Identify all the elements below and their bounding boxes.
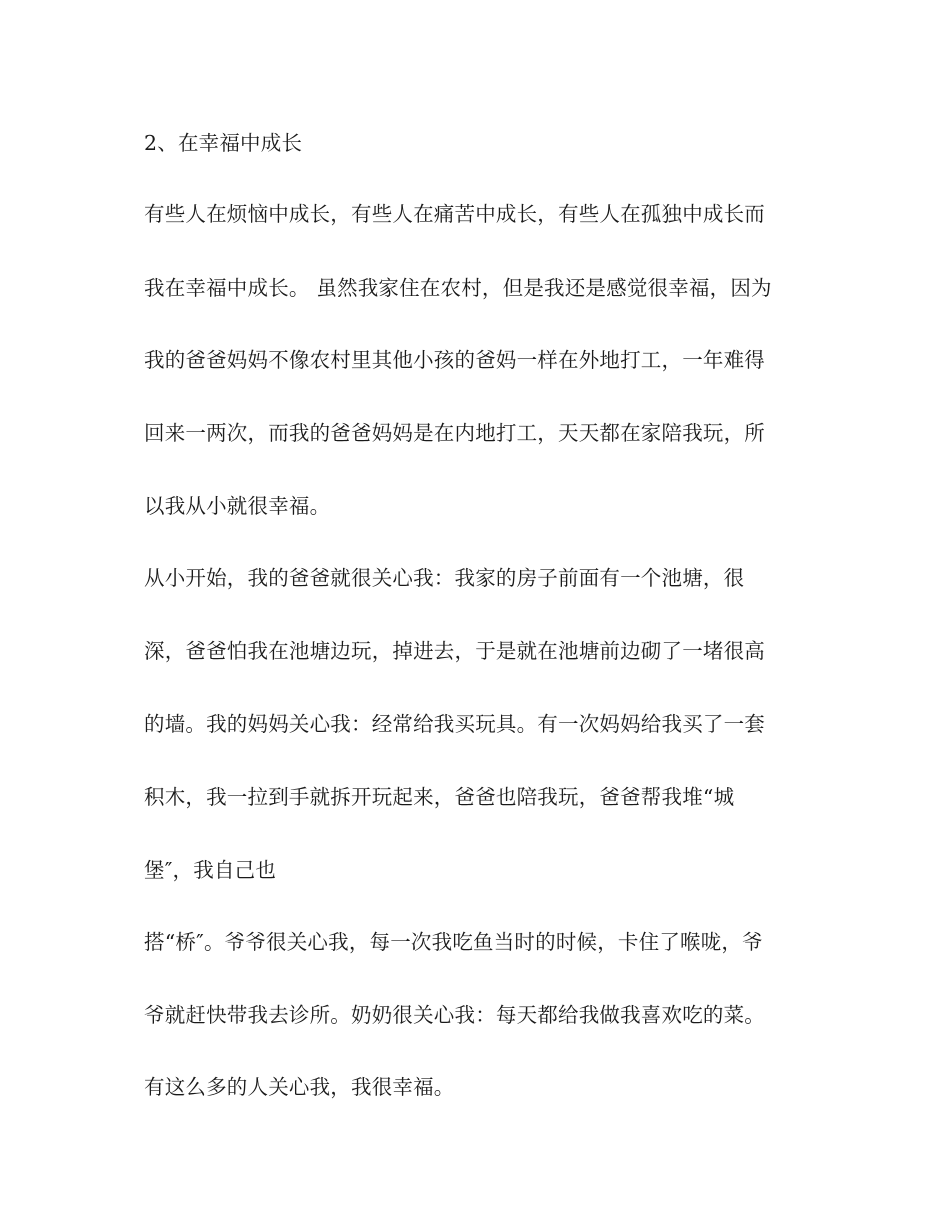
- text-line: 积木，我一拉到手就拆开玩起来，爸爸也陪我玩，爸爸帮我堆“城: [144, 785, 735, 809]
- text-line: 我的爸爸妈妈不像农村里其他小孩的爸妈一样在外地打工，一年难得: [144, 348, 765, 372]
- text-line: 爷就赶快带我去诊所。奶奶很关心我：每天都给我做我喜欢吃的菜。: [144, 1003, 765, 1027]
- text-line: 深，爸爸怕我在池塘边玩，掉进去，于是就在池塘前边砌了一堵很高: [144, 639, 765, 663]
- text-line: 回来一两次，而我的爸爸妈妈是在内地打工，天天都在家陪我玩，所: [144, 421, 765, 445]
- text-line: 搭“桥″。爷爷很关心我，每一次我吃鱼当时的时候，卡住了喉咙，爷: [144, 930, 763, 954]
- text-line: 以我从小就很幸福。: [144, 494, 331, 518]
- section-heading: 2、在幸福中成长: [144, 131, 303, 155]
- text-line: 我在幸福中成长。 虽然我家住在农村，但是我还是感觉很幸福，因为: [144, 276, 772, 300]
- text-line: 有些人在烦恼中成长，有些人在痛苦中成长，有些人在孤独中成长而: [144, 202, 765, 226]
- text-line: 的墙。我的妈妈关心我：经常给我买玩具。有一次妈妈给我买了一套: [144, 712, 765, 736]
- text-line: 从小开始，我的爸爸就很关心我：我家的房子前面有一个池塘，很: [144, 566, 745, 590]
- text-line: 有这么多的人关心我，我很幸福。: [144, 1075, 455, 1099]
- text-line: 堡″，我自己也: [144, 858, 277, 882]
